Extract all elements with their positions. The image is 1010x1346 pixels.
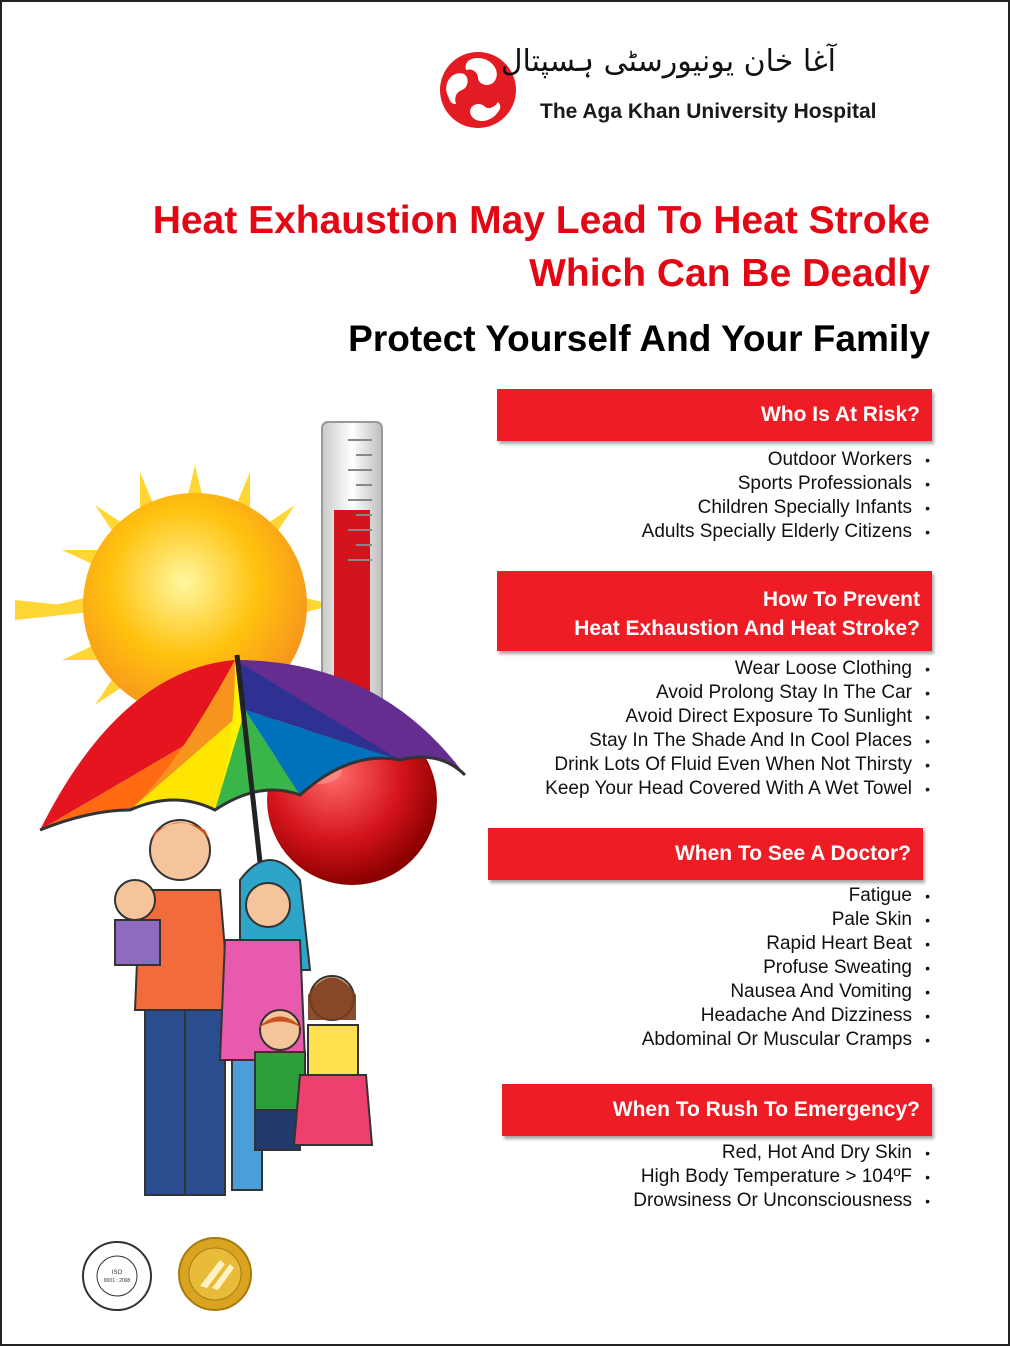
svg-text:9001 : 2008: 9001 : 2008: [103, 1278, 131, 1284]
subheadline: Protect Yourself And Your Family: [348, 318, 930, 359]
list-item: Sports Professionals •: [737, 473, 930, 494]
list-item: Fatigue •: [848, 885, 930, 906]
list-item: Rapid Heart Beat •: [766, 933, 930, 954]
heat-family-illustration: [0, 410, 480, 1210]
list-item: Adults Specially Elderly Citizens •: [641, 521, 930, 542]
section-title-line: How To Prevent: [762, 588, 920, 611]
list-item: Red, Hot And Dry Skin •: [721, 1142, 930, 1163]
list-item: Wear Loose Clothing •: [734, 658, 930, 679]
list-item: Avoid Direct Exposure To Sunlight •: [625, 706, 930, 727]
list-item: Children Specially Infants •: [697, 497, 930, 518]
list-item: Drowsiness Or Unconsciousness •: [633, 1190, 930, 1211]
list-item: Outdoor Workers •: [767, 449, 930, 470]
list-item: Headache And Dizziness •: [700, 1005, 930, 1026]
svg-text:ISO: ISO: [111, 1270, 123, 1276]
list-item: High Body Temperature > 104ºF •: [640, 1166, 930, 1187]
section-how-to-prevent-header: [497, 571, 932, 651]
section-title-line: Who Is At Risk?: [760, 403, 920, 426]
section-title-line: Heat Exhaustion And Heat Stroke?: [574, 617, 920, 640]
section-rush-to-emergency-list: [633, 1141, 930, 1213]
headline-line-2: Which Can Be Deadly: [529, 252, 930, 295]
section-when-to-see-doctor-header: [488, 828, 923, 880]
section-who-is-at-risk-header: [497, 389, 932, 441]
iso-certification-seal-icon: [83, 1242, 151, 1310]
section-how-to-prevent-list: [545, 657, 930, 801]
list-item: Pale Skin •: [831, 909, 930, 930]
section-who-is-at-risk-list: [642, 448, 930, 544]
section-title-line: When To See A Doctor?: [674, 842, 911, 865]
section-when-to-see-doctor-list: [642, 884, 930, 1052]
list-item: Drink Lots Of Fluid Even When Not Thirsty •: [554, 754, 930, 775]
list-item: Profuse Sweating •: [763, 957, 930, 978]
headline-line-1: Heat Exhaustion May Lead To Heat Stroke: [152, 199, 930, 242]
headline: [50, 194, 930, 300]
jci-accreditation-seal-icon: [179, 1238, 251, 1310]
list-item: Abdominal Or Muscular Cramps •: [641, 1029, 930, 1050]
list-item: Avoid Prolong Stay In The Car •: [656, 682, 930, 703]
list-item: Nausea And Vomiting •: [730, 981, 930, 1002]
section-rush-to-emergency-header: [502, 1084, 932, 1136]
list-item: Stay In The Shade And In Cool Places •: [589, 730, 930, 751]
hospital-name: The Aga Khan University Hospital: [540, 100, 877, 123]
urdu-hospital-name: آغا خان یونیورسٹی ہسپتال: [500, 44, 836, 79]
certification-badges: [80, 1236, 260, 1316]
list-item: Keep Your Head Covered With A Wet Towel •: [545, 778, 930, 799]
section-title-line: When To Rush To Emergency?: [612, 1098, 920, 1121]
